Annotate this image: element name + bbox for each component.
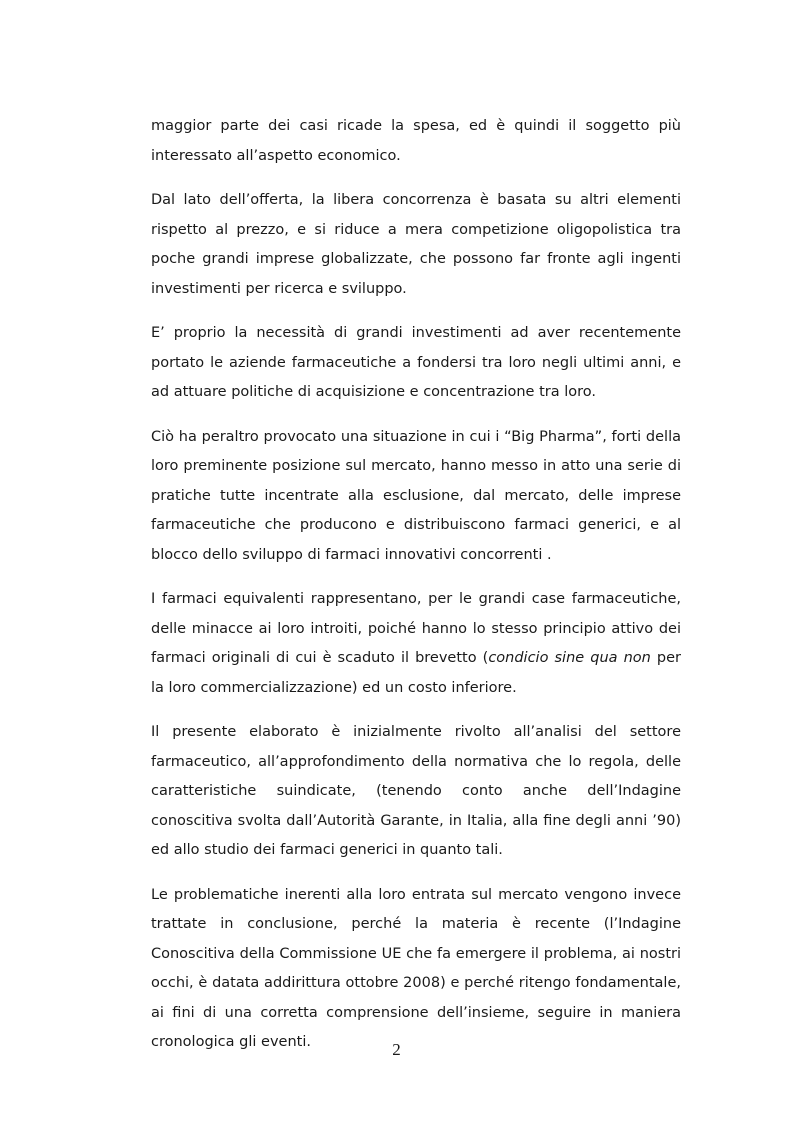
paragraph-text: I farmaci equivalenti rappresentano, per le grandi case farmaceutiche, delle minacce ai loro introiti, poiché hanno lo stesso principio attivo dei farmaci originali di cui è scaduto il brevetto ( — [151, 591, 681, 666]
italic-phrase: condicio sine qua non — [488, 650, 651, 666]
paragraph-text: per la loro commercializzazione) ed un costo inferiore. — [151, 650, 681, 696]
paragraph: Dal lato dell’offerta, la libera concorrenza è basata su altri elementi rispetto al prezzo, e si riduce a mera competizione oligopolistica tra poche grandi imprese globalizzate, che possono far fronte agli ingenti investimenti per ricerca e sviluppo. — [151, 192, 681, 297]
paragraph — [151, 585, 681, 703]
paragraph: E’ proprio la necessità di grandi investimenti ad aver recentemente portato le aziende farmaceutiche a fondersi tra loro negli ultimi anni, e ad attuare politiche di acquisizione e concentrazione tra loro. — [151, 325, 681, 400]
paragraph: Le problematiche inerenti alla loro entrata sul mercato vengono invece trattate in conclusione, perché la materia è recente (l’Indagine Conoscitiva della Commissione UE che fa emergere il problema, ai nostri occhi, è datata addirittura ottobre 2008) e perché ritengo fondamentale, ai fini di una corretta comprensione dell’insieme, seguire in maniera cronologica gli eventi. — [151, 886, 681, 1050]
paragraph: maggior parte dei casi ricade la spesa, ed è quindi il soggetto più interessato all’aspetto economico. — [151, 118, 681, 164]
page-number: 2 — [392, 1040, 401, 1059]
paragraph: Il presente elaborato è inizialmente rivolto all’analisi del settore farmaceutico, all’approfondimento della normativa che lo regola, delle caratteristiche suindicate, (tenendo conto anche dell’Indagine conoscitiva svolta dall’Autorità Garante, in Italia, alla fine degli anni ’90) ed allo studio dei farmaci generici in quanto tali. — [151, 724, 681, 858]
paragraph: Ciò ha peraltro provocato una situazione in cui i “Big Pharma”, forti della loro preminente posizione sul mercato, hanno messo in atto una serie di pratiche tutte incentrate alla esclusione, dal mercato, delle imprese farmaceutiche che producono e distribuiscono farmaci generici, e al blocco dello sviluppo di farmaci innovativi concorrenti . — [151, 428, 681, 563]
body-text — [151, 112, 681, 1073]
